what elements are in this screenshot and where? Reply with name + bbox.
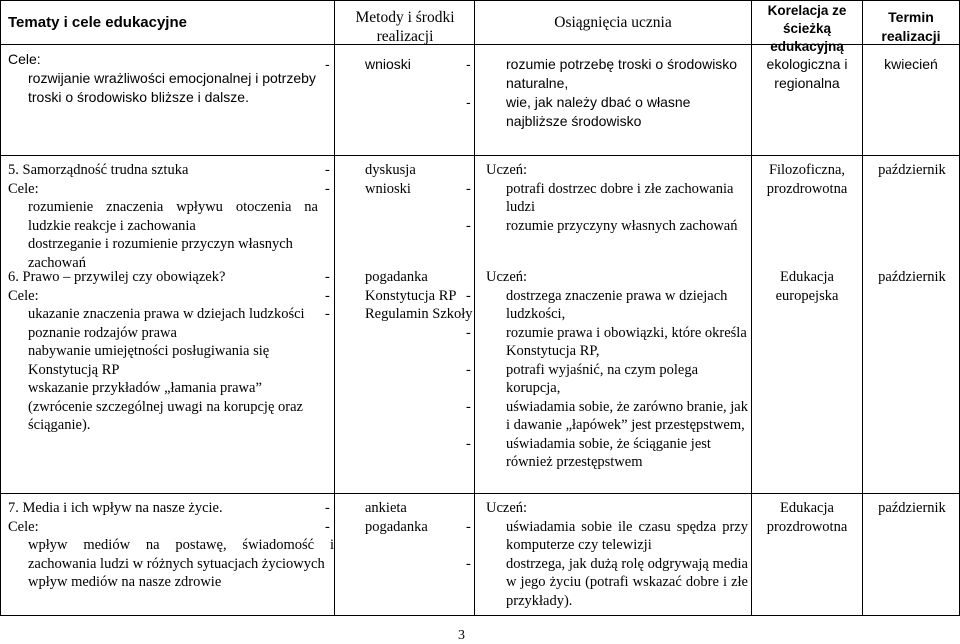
header-topics: Tematy i cele edukacyjne — [8, 14, 187, 31]
row-divider — [0, 493, 960, 494]
row4-achievements — [466, 499, 748, 610]
row2-goals — [8, 161, 318, 272]
goal-item: rozumienie znaczenia wpływu otoczenia na ludzkie reakcje i zachowania — [28, 199, 318, 234]
achievement-item: - uświadamia sobie ile czasu spędza przy komputerze czy telewizji — [466, 518, 748, 553]
goal-item: wskazanie przykładów „łamania prawa” (zwrócenie szczególnej uwagi na korupcję oraz ściąganie). — [28, 380, 303, 433]
row3-methods — [325, 268, 473, 324]
col-divider — [751, 0, 752, 616]
row1-correlation: ekologiczna i regionalna — [766, 56, 848, 91]
row2-correlation: Filozoficzna, prozdrowotna — [766, 162, 848, 197]
uczen-label: Uczeń: — [486, 162, 528, 178]
col-divider — [0, 0, 1, 616]
method-item: - Konstytucja RP — [325, 287, 457, 304]
row4-correlation: Edukacja prozdrowotna — [766, 500, 848, 535]
achievement-item: - dostrzega znaczenie prawa w dziejach ludzkości, — [466, 287, 728, 322]
cele-label: Cele: — [8, 518, 39, 535]
method-item: - Regulamin Szkoły — [325, 306, 473, 322]
cele-label: Cele: — [8, 180, 39, 197]
header-methods: Metody i środki realizacji — [355, 9, 455, 45]
row2-term: październik — [878, 162, 946, 178]
row1-methods — [325, 55, 473, 74]
goal-item: poznanie rodzajów prawa — [28, 324, 177, 341]
row4-term: październik — [878, 500, 946, 516]
row3-goals — [8, 268, 318, 435]
topic-title: 5. Samorządność trudna sztuka — [8, 162, 189, 178]
achievement-item: - rozumie przyczyny własnych zachowań — [466, 217, 738, 234]
method-item: - pogadanka — [325, 518, 428, 535]
uczen-label: Uczeń: — [486, 500, 528, 516]
row3-correlation: Edukacja europejska — [775, 269, 839, 304]
table-border-bottom — [0, 615, 960, 616]
row2-methods — [325, 161, 473, 198]
achievement-item: - dostrzega, jak dużą rolę odgrywają media w jego życiu (potrafi wskazać dobre i złe przykłady). — [466, 555, 748, 609]
table-border-top — [0, 0, 960, 1]
achievement-item: - rozumie prawa i obowiązki, które określa Konstytucja RP, — [466, 324, 747, 359]
header-correlation: Korelacja ze ścieżką edukacyjną — [767, 3, 847, 54]
topic-title: 6. Prawo – przywilej czy obowiązek? — [8, 269, 226, 285]
row-divider — [0, 155, 960, 156]
goal-item: dostrzeganie i rozumienie przyczyn własnych zachowań — [28, 236, 293, 271]
goal-item: wpływ mediów na postawę, świadomość i zachowania ludzi w różnych sytuacjach życiowych — [28, 537, 334, 572]
achievement-item: - uświadamia sobie, że ściąganie jest również przestępstwem — [466, 435, 711, 470]
uczen-label: Uczeń: — [486, 269, 528, 285]
goal-item: rozwijanie wrażliwości emocjonalnej i potrzeby troski o środowisko bliższe i dalsze. — [28, 70, 316, 105]
col-divider — [862, 0, 863, 616]
row4-methods — [325, 499, 473, 536]
header-term: Termin realizacji — [881, 9, 941, 44]
achievement-item: - rozumie potrzebę troski o środowisko naturalne, — [466, 56, 738, 91]
row3-achievements — [466, 268, 748, 472]
cele-label: Cele: — [8, 287, 39, 304]
cele-label: Cele: — [8, 51, 41, 67]
achievement-item: - potrafi dostrzec dobre i złe zachowania ludzi — [466, 180, 734, 215]
goal-item: nabywanie umiejętności posługiwania się Konstytucją RP — [28, 343, 270, 378]
topic-title: 7. Media i ich wpływ na nasze życie. — [8, 500, 223, 516]
method-item: - ankieta — [325, 500, 407, 516]
page-number: 3 — [458, 628, 465, 643]
col-divider — [474, 0, 475, 616]
goal-item: wpływ mediów na nasze zdrowie — [28, 574, 222, 590]
header-achievements: Osiągnięcia ucznia — [554, 14, 672, 31]
achievement-item: - wie, jak należy dbać o własne najbliższe środowisko — [466, 94, 691, 129]
col-divider — [334, 0, 335, 616]
row1-goals — [8, 50, 332, 107]
achievement-item: - potrafi wyjaśnić, na czym polega korupcja, — [466, 361, 699, 396]
row1-term: kwiecień — [884, 56, 938, 72]
method-item: - wnioski — [325, 180, 411, 197]
row4-goals — [8, 499, 334, 592]
goal-item: ukazanie znaczenia prawa w dziejach ludzkości — [28, 306, 305, 322]
row1-achievements — [466, 55, 748, 131]
row2-achievements — [466, 161, 748, 235]
achievement-item: - uświadamia sobie, że zarówno branie, jak i dawanie „łapówek” jest przestępstwem, — [466, 398, 748, 433]
row3-term: październik — [878, 269, 946, 285]
method-item: - pogadanka — [325, 269, 428, 285]
method-item: - dyskusja — [325, 162, 416, 178]
method-item: - wnioski — [325, 56, 411, 72]
